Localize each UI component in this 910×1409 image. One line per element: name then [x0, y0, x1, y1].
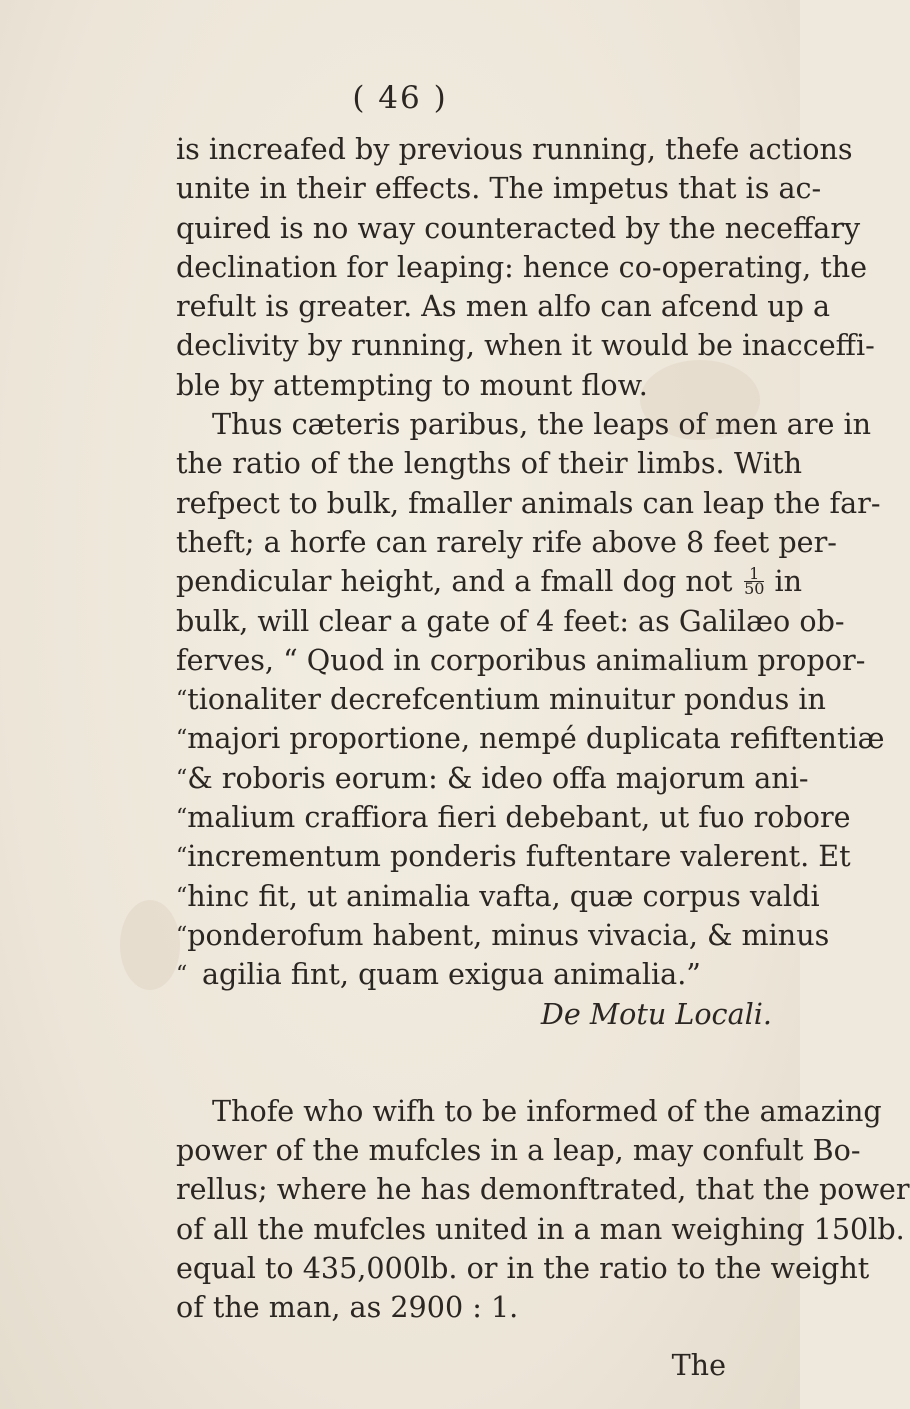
quote-text: & roboris eorum: & ideo offa majorum ani- — [187, 760, 809, 795]
text-line: declination for leaping: hence co-operating, the — [176, 249, 868, 284]
quote-text: incrementum ponderis fuftentare valerent. Et — [187, 839, 851, 874]
quote-line — [176, 837, 851, 876]
quote-line — [176, 759, 809, 798]
text-line: is increafed by previous running, thefe actions — [176, 132, 853, 166]
quote-mark: “ — [176, 687, 188, 713]
quote-line — [176, 877, 820, 916]
quote-line — [176, 719, 885, 758]
quote-mark: “ — [176, 922, 188, 948]
quote-text: malium craffiora fieri debebant, ut fuo robore — [187, 800, 851, 835]
text-line: unite in their effects. The impetus that is ac- — [176, 171, 822, 206]
text-line: theft; a horfe can rarely rife above 8 feet per- — [176, 524, 837, 559]
text-line: power of the mufcles in a leap, may confult Bo- — [176, 1133, 861, 1168]
quote-mark: “ — [176, 883, 188, 909]
text-line: ble by attempting to mount flow. — [176, 367, 648, 402]
quote-mark: “ — [176, 765, 188, 791]
quote-line — [176, 916, 830, 955]
text-line: rellus; where he has demonftrated, that the power — [176, 1172, 910, 1207]
page-number: ( 46 ) — [352, 80, 448, 116]
text-line: of the man, as 2900 : 1. — [176, 1290, 519, 1325]
latin-quote — [176, 680, 885, 994]
quote-first-line: ferves, “ Quod in corporibus animalium propor- — [176, 642, 866, 677]
text-line: declivity by running, when it would be inacceffi- — [176, 328, 875, 363]
paragraph-1 — [176, 130, 875, 405]
quote-mark: “ — [176, 805, 188, 831]
quote-text: hinc fit, ut animalia vafta, quæ corpus valdi — [187, 878, 820, 913]
fraction-line — [176, 562, 802, 601]
text-line: refpect to bulk, fmaller animals can leap the far- — [176, 485, 881, 520]
quote-mark: “ — [176, 726, 188, 752]
text-line: refult is greater. As men alfo can afcend up a — [176, 289, 831, 324]
quote-text: tionaliter decrefcentium minuitur pondus in — [187, 682, 826, 717]
fraction-denominator: 50 — [744, 579, 765, 599]
paragraph-2 — [176, 405, 885, 1034]
text-line: bulk, will clear a gate of 4 feet: as Galilæo ob- — [176, 603, 845, 638]
text-line: Thus cæteris paribus, the leaps of men are in — [212, 407, 872, 442]
quote-line — [176, 680, 826, 719]
quote-text: agilia fint, quam exigua animalia.” — [202, 957, 701, 992]
quote-line — [176, 955, 802, 994]
quote-text: ponderofum habent, minus vivacia, & minus — [187, 917, 830, 952]
catchword: The — [671, 1347, 726, 1382]
quote-mark: “ — [176, 962, 188, 988]
text-body — [176, 130, 910, 1385]
quote-line — [176, 798, 851, 837]
text-segment: in — [774, 564, 802, 599]
text-line: equal to 435,000lb. or in the ratio to the weight — [176, 1251, 870, 1286]
text-segment: pendicular height, and a fmall dog not — [176, 564, 733, 599]
fraction-numerator: 1 — [749, 564, 760, 584]
quote-text: majori proportione, nempé duplicata refiftentiæ — [187, 721, 885, 756]
text-line: the ratio of the lengths of their limbs. With — [176, 446, 802, 481]
fraction — [744, 564, 765, 599]
text-line: of all the mufcles united in a man weighing 150lb. — [176, 1211, 905, 1246]
text-line: Thofe who wifh to be informed of the amazing — [212, 1093, 882, 1128]
attribution: De Motu Locali. — [540, 996, 772, 1031]
paragraph-gap — [176, 1034, 802, 1092]
text-line: quired is no way counteracted by the neceffary — [176, 210, 861, 245]
quote-mark: “ — [176, 844, 188, 870]
paper-stain — [120, 900, 180, 990]
paragraph-3 — [176, 1092, 910, 1328]
